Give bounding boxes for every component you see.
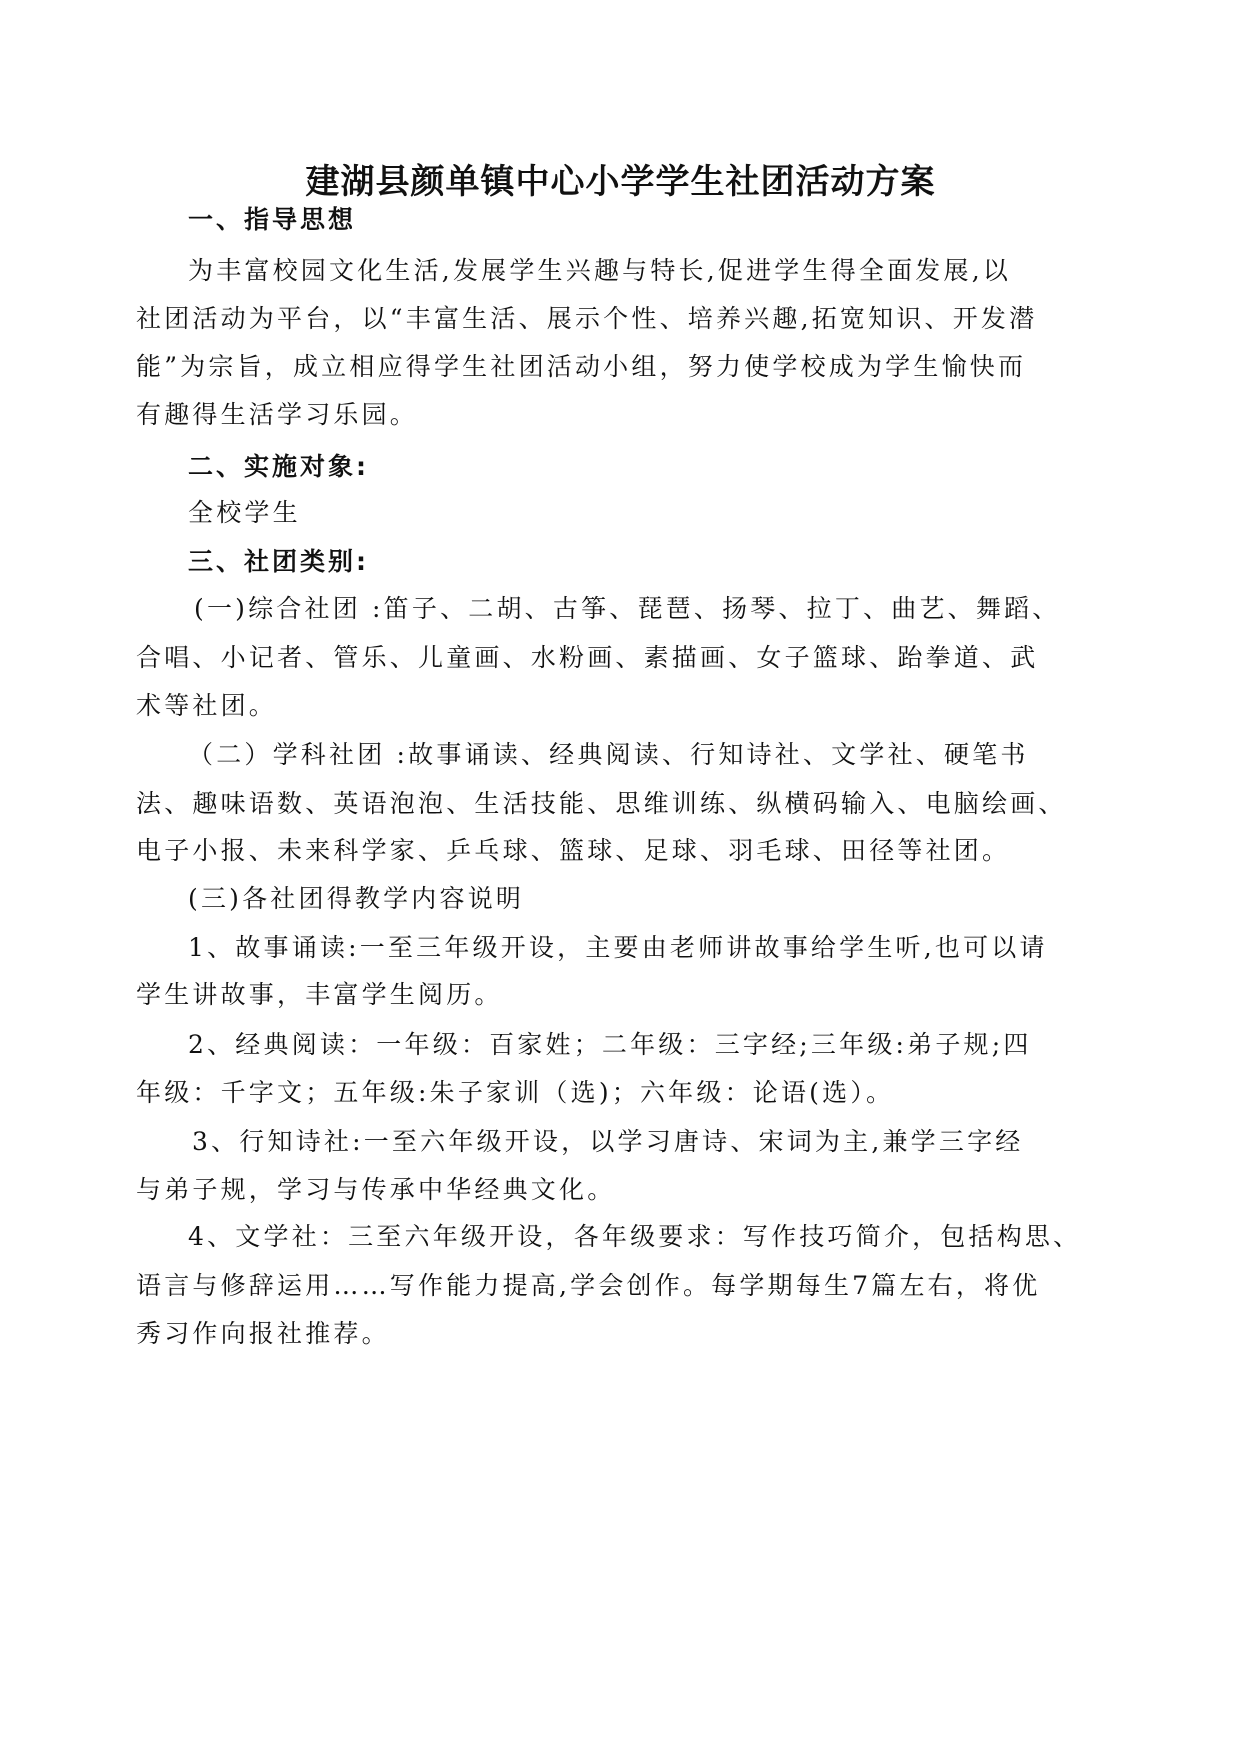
paragraph-line: 社团活动为平台，以“丰富生活、展示个性、培养兴趣,拓宽知识、开发潜 <box>136 304 1038 333</box>
paragraph-line: 术等社团。 <box>136 691 278 720</box>
paragraph-line: 语言与修辞运用……写作能力提高,学会创作。每学期每生7篇左右，将优 <box>136 1271 1041 1300</box>
paragraph-line: 与弟子规，学习与传承中华经典文化。 <box>136 1175 616 1204</box>
paragraph-line: 合唱、小记者、管乐、儿童画、水粉画、素描画、女子篮球、跆拳道、武 <box>136 643 1039 672</box>
paragraph-line: 年级：千字文；五年级:朱子家训（选)；六年级：论语(选）。 <box>136 1078 895 1107</box>
paragraph-line: 2、经典阅读：一年级：百家姓；二年级：三字经;三年级:弟子规;四 <box>188 1030 1032 1059</box>
paragraph-line: (三)各社团得教学内容说明 <box>188 884 525 913</box>
section-heading-club-categories: 三、社团类别: <box>188 547 369 576</box>
paragraph-line: (一)综合社团 :笛子、二胡、古筝、琵琶、扬琴、拉丁、曲艺、舞蹈、 <box>194 594 1061 623</box>
paragraph-line: 3、行知诗社:一至六年级开设，以学习唐诗、宋词为主,兼学三字经 <box>192 1127 1024 1156</box>
paragraph-line: 全校学生 <box>188 498 301 527</box>
document-title: 建湖县颜单镇中心小学学生社团活动方案 <box>305 162 936 202</box>
paragraph-line: 秀习作向报社推荐。 <box>136 1319 390 1348</box>
paragraph-line: 1、故事诵读:一至三年级开设，主要由老师讲故事给学生听,也可以请 <box>188 933 1048 962</box>
paragraph-line: 4、文学社：三至六年级开设，各年级要求：写作技巧简介，包括构思、 <box>188 1222 1082 1251</box>
paragraph-line: 有趣得生活学习乐园。 <box>136 400 419 429</box>
section-heading-target: 二、实施对象: <box>188 452 369 481</box>
paragraph-line: 能”为宗旨，成立相应得学生社团活动小组，努力使学校成为学生愉快而 <box>136 352 1027 381</box>
paragraph-line: （二）学科社团 :故事诵读、经典阅读、行知诗社、文学社、硬笔书 <box>188 740 1029 769</box>
paragraph-line: 为丰富校园文化生活,发展学生兴趣与特长,促进学生得全面发展,以 <box>188 256 1012 285</box>
paragraph-line: 电子小报、未来科学家、乒乓球、篮球、足球、羽毛球、田径等社团。 <box>136 836 1011 865</box>
paragraph-line: 法、趣味语数、英语泡泡、生活技能、思维训练、纵横码输入、电脑绘画、 <box>136 789 1067 818</box>
paragraph-line: 学生讲故事，丰富学生阅历。 <box>136 980 503 1009</box>
section-heading-guiding-thought: 一、指导思想 <box>188 205 357 234</box>
